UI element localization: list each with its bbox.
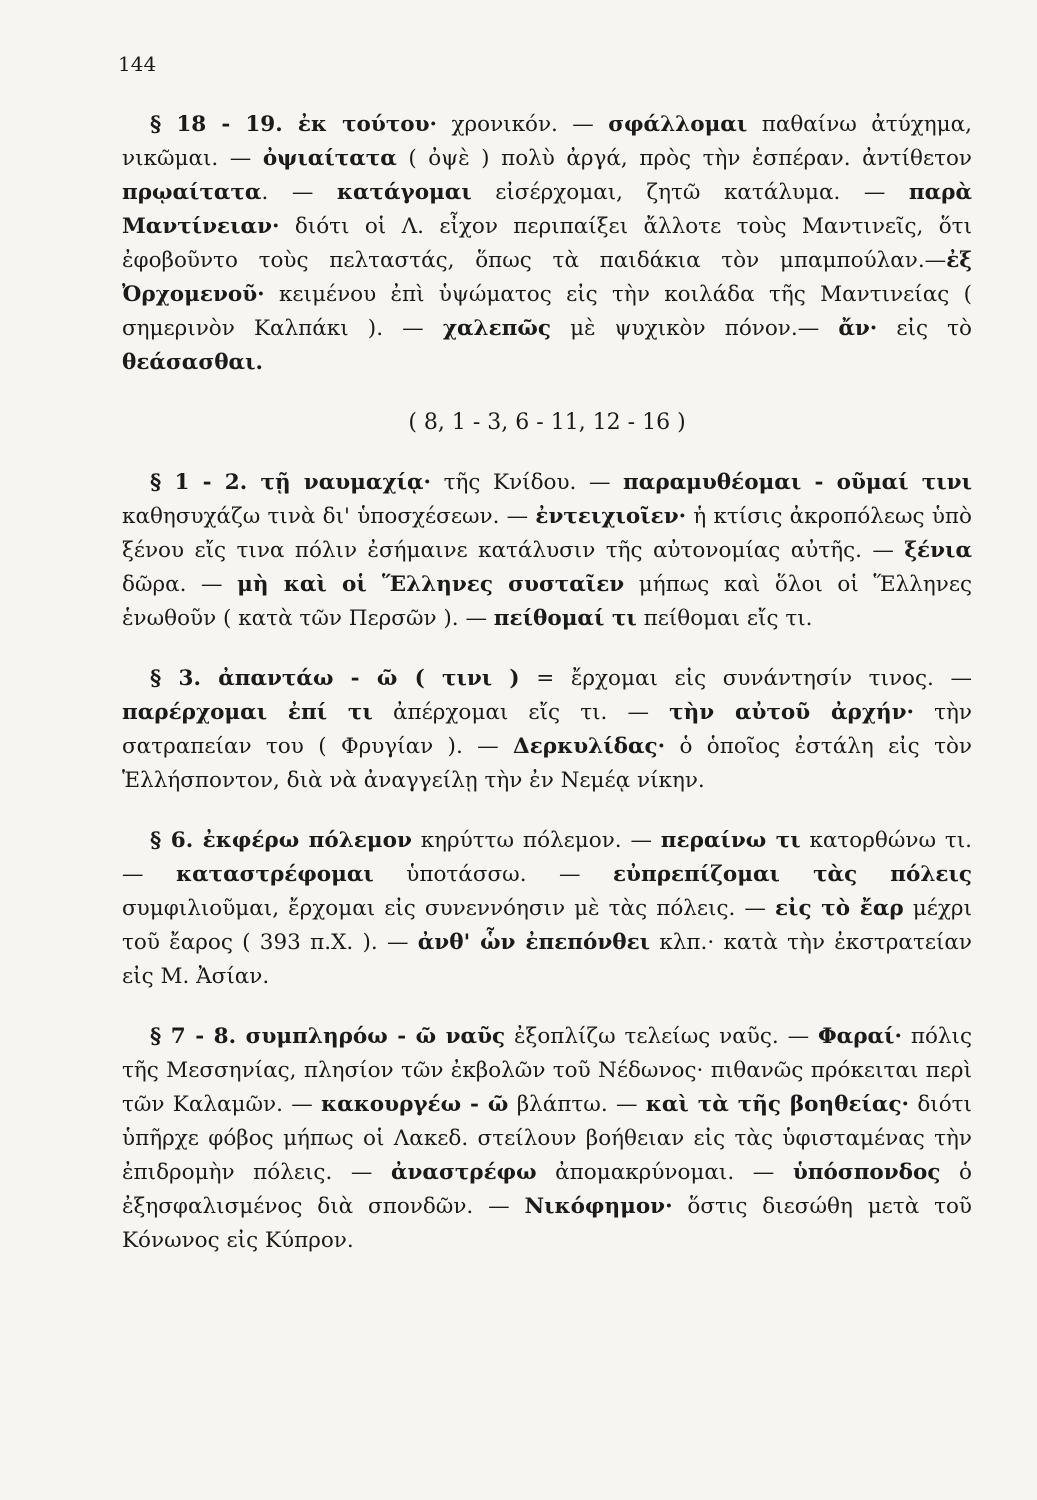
section-heading: ( 8, 1 - 3, 6 - 11, 12 - 16 ) [408,410,686,435]
gloss-text: κειμένου ἐπὶ ὑψώματος εἰς τὴν κοιλάδα τῆς Μαντινείας ( σημερινὸν Καλπάκι ). — [122,282,972,341]
gloss-text: = ἔρχομαι εἰς συνάντησίν τινος. — [519,666,972,691]
gloss-text: συμφιλιοῦμαι, ἔρχομαι εἰς συνεννόησιν μὲ τὰς πόλεις. — [122,896,775,921]
gloss-text: τὴν σατραπείαν του ( Φρυγίαν ). — [122,700,972,759]
lemma-term: πρῳαίτατα [122,180,262,205]
gloss-text: ὁ ὁποῖος ἐστάλη εἰς τὸν Ἑλλήσποντον, διὰ νὰ ἀναγγείλῃ τὴν ἐν Νεμέᾳ νίκην. [122,734,973,793]
lemma-term: εἰς τὸ ἔαρ [774,896,904,921]
lemma-term: Δερκυλίδας· [513,734,666,759]
lemma-term: § 6. ἐκφέρω πόλεμον [150,828,412,853]
commentary-text [122,108,972,1284]
gloss-text: κλπ.· κατὰ τὴν ἐκστρατείαν εἰς Μ. Ἀσίαν. [122,930,973,989]
gloss-text: ἡ κτίσις ἀκροπόλεως ὑπὸ ξένου εἴς τινα πόλιν ἐσήμαινε κατάλυσιν τῆς αὐτονομίας αὐτῆς. — [122,504,972,563]
commentary-paragraph [122,662,972,798]
gloss-text: ἀπομακρύνομαι. — [536,1160,793,1185]
gloss-text: ( ὀψὲ ) πολὺ ἀργά, πρὸς τὴν ἑσπέραν. ἀντίθετον [396,146,972,171]
lemma-term: καὶ τὰ τῆς βοηθείας· [645,1092,910,1117]
lemma-term: § 7 - 8. συμπληρόω - ῶ ναῦς [150,1024,506,1049]
lemma-term: ἀνθ' ὧν ἐπεπόνθει [417,930,651,955]
lemma-term: § 1 - 2. τῇ ναυμαχίᾳ· [150,470,432,495]
lemma-term: ἀναστρέφω [390,1160,537,1185]
gloss-text: διότι ὑπῆρχε φόβος μήπως οἱ Λακεδ. στείλουν βοήθειαν εἰς τὰς ὑφισταμένας τὴν ἐπιδρομὴν πόλεις. — [122,1092,972,1185]
lemma-term: πείθομαί τι [493,606,637,631]
lemma-term: περαίνω τι [660,828,801,853]
lemma-term: κακουργέω - ῶ [321,1092,509,1117]
gloss-text: κηρύττω πόλεμον. — [411,828,661,853]
gloss-text: διότι οἱ Λ. εἶχον περιπαίξει ἄλλοτε τοὺς Μαντινεῖς, ὅτι ἐφοβοῦντο τοὺς πελταστάς, ὅπως τὰ παιδάκια τὸν μπαμπούλαν.— [122,214,972,273]
lemma-term: εὐπρεπίζομαι τὰς πόλεις [612,862,972,887]
lemma-term: ὑπόσπονδος [792,1160,941,1185]
gloss-text: εἰσέρχομαι, ζητῶ κατάλυμα. — [471,180,909,205]
gloss-text: ὅστις διεσώθη μετὰ τοῦ Κόνωνος εἰς Κύπρον. [122,1194,972,1253]
gloss-text: δῶρα. — [122,572,238,597]
lemma-term: ὀψιαίτατα [262,146,397,171]
lemma-term: ἐξ Ὀρχομενοῦ· [122,248,972,307]
lemma-term: σφάλλομαι [608,112,748,137]
gloss-text: παθαίνω ἀτύχημα, νικῶμαι. — [122,112,972,171]
gloss-text: χρονικόν. — [437,112,609,137]
lemma-term: Νικόφημον· [524,1194,673,1219]
gloss-text: ἀπέρχομαι εἴς τι. — [372,700,670,725]
gloss-text: βλάπτω. — [508,1092,646,1117]
commentary-paragraph [122,108,972,380]
commentary-paragraph [122,466,972,636]
gloss-text: μέχρι τοῦ ἔαρος ( 393 π.Χ. ). — [122,896,972,955]
commentary-paragraph [122,1020,972,1258]
lemma-term: παρέρχομαι ἐπί τι [122,700,373,725]
lemma-term: § 3. ἀπαντάω - ῶ ( τινι ) [150,666,520,691]
lemma-term: θεάσασθαι. [122,350,263,375]
gloss-text: πόλις τῆς Μεσσηνίας, πλησίον τῶν ἐκβολῶν τοῦ Νέδωνος· πιθανῶς πρόκειται περὶ τῶν Καλαμῶν. — [122,1024,972,1117]
lemma-term: μὴ καὶ οἱ Ἕλληνες συσταῖεν [237,572,625,597]
lemma-term: ἐντειχιοῖεν· [535,504,687,529]
gloss-text: καθησυχάζω τινὰ δι' ὑποσχέσεων. — [122,504,536,529]
lemma-term: ξένια [904,538,972,563]
lemma-term: Φαραί· [817,1024,902,1049]
commentary-paragraph [122,824,972,994]
gloss-text: ἐξοπλίζω τελείως ναῦς. — [505,1024,818,1049]
gloss-text: ὑποτάσσω. — [373,862,613,887]
gloss-text: μήπως καὶ ὅλοι οἱ Ἕλληνες ἑνωθοῦν ( κατὰ τῶν Περσῶν ). — [122,572,973,631]
lemma-term: καταστρέφομαι [175,862,374,887]
lemma-term: παραμυθέομαι - οῦμαί τινι [623,470,972,495]
gloss-text: μὲ ψυχικὸν πόνον.— [550,316,839,341]
gloss-text: ὁ ἐξησφαλισμένος διὰ σπονδῶν. — [122,1160,972,1219]
page-number: 144 [118,52,157,76]
lemma-term: § 18 - 19. ἐκ τούτου· [150,112,438,137]
gloss-text: εἰς τὸ [877,316,972,341]
gloss-text: πείθομαι εἴς τι. [636,606,813,631]
lemma-term: ἄν· [838,316,878,341]
gloss-text: κατορθώνω τι. — [122,828,972,887]
lemma-term: τὴν αὐτοῦ ἀρχήν· [669,700,914,725]
gloss-text: τῆς Κνίδου. — [431,470,624,495]
lemma-term: παρὰ Μαντίνειαν· [122,180,972,239]
gloss-text: . — [261,180,337,205]
lemma-term: χαλεπῶς [442,316,551,341]
lemma-term: κατάγομαι [336,180,472,205]
